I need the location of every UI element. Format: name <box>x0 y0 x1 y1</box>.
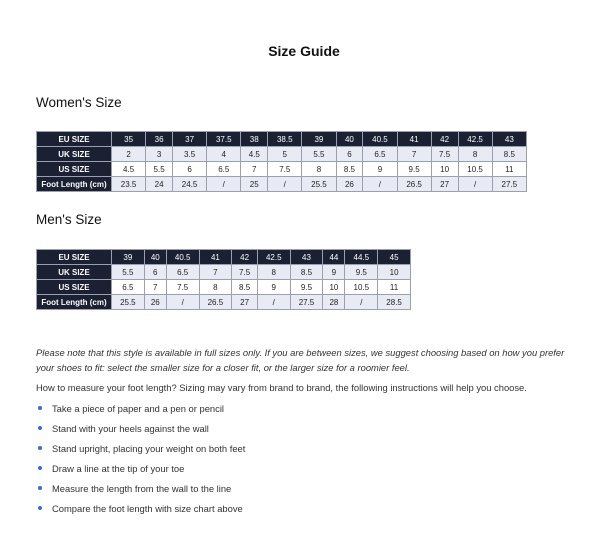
size-cell: 27.5 <box>290 295 323 310</box>
size-cell: / <box>166 295 199 310</box>
size-cell: 40.5 <box>363 132 397 147</box>
step-item <box>36 498 245 518</box>
size-cell: 10.5 <box>345 280 378 295</box>
row-label: UK SIZE <box>37 265 112 280</box>
size-row <box>37 177 527 192</box>
size-cell: 3 <box>146 147 173 162</box>
size-row <box>37 280 411 295</box>
size-cell: / <box>257 295 290 310</box>
size-cell: 40 <box>144 250 166 265</box>
size-row <box>37 132 527 147</box>
size-cell: 10.5 <box>458 162 492 177</box>
bullet-icon <box>38 406 42 410</box>
size-cell: / <box>458 177 492 192</box>
size-cell: 37 <box>172 132 206 147</box>
size-cell: 5.5 <box>112 265 145 280</box>
size-cell: 4 <box>207 147 241 162</box>
row-label: Foot Length (cm) <box>37 295 112 310</box>
size-cell: 24.5 <box>172 177 206 192</box>
step-text: Take a piece of paper and a pen or pencil <box>52 402 224 414</box>
size-cell: 26 <box>144 295 166 310</box>
size-cell: 8.5 <box>492 147 526 162</box>
size-cell: 40 <box>336 132 363 147</box>
size-cell: 7.5 <box>166 280 199 295</box>
size-cell: 9 <box>257 280 290 295</box>
size-cell: / <box>268 177 302 192</box>
size-cell: 8 <box>302 162 336 177</box>
row-label: UK SIZE <box>37 147 112 162</box>
size-cell: 9 <box>363 162 397 177</box>
size-cell: 6.5 <box>363 147 397 162</box>
size-cell: 44.5 <box>345 250 378 265</box>
size-cell: 11 <box>492 162 526 177</box>
step-item <box>36 418 245 438</box>
size-cell: 9.5 <box>397 162 431 177</box>
step-item <box>36 438 245 458</box>
size-cell: 45 <box>378 250 411 265</box>
size-cell: 41 <box>397 132 431 147</box>
row-label: US SIZE <box>37 162 112 177</box>
size-cell: 37.5 <box>207 132 241 147</box>
step-item <box>36 398 245 418</box>
row-label: EU SIZE <box>37 250 112 265</box>
size-cell: 9 <box>323 265 345 280</box>
size-cell: 3.5 <box>172 147 206 162</box>
size-cell: 43 <box>492 132 526 147</box>
size-cell: 42 <box>232 250 258 265</box>
mens-size-heading: Men's Size <box>36 212 102 227</box>
size-cell: 7 <box>397 147 431 162</box>
bullet-icon <box>38 426 42 430</box>
size-cell: 8.5 <box>290 265 323 280</box>
step-item <box>36 458 245 478</box>
size-row <box>37 265 411 280</box>
size-cell: 8 <box>458 147 492 162</box>
size-cell: 43 <box>290 250 323 265</box>
size-cell: 2 <box>112 147 146 162</box>
bullet-icon <box>38 506 42 510</box>
size-cell: 40.5 <box>166 250 199 265</box>
size-cell: 42.5 <box>458 132 492 147</box>
size-cell: 38 <box>241 132 268 147</box>
bullet-icon <box>38 466 42 470</box>
size-cell: 6 <box>172 162 206 177</box>
size-cell: 6 <box>336 147 363 162</box>
bullet-icon <box>38 446 42 450</box>
size-cell: 8.5 <box>336 162 363 177</box>
step-text: Stand with your heels against the wall <box>52 422 209 434</box>
size-cell: 6.5 <box>166 265 199 280</box>
row-label: EU SIZE <box>37 132 112 147</box>
size-cell: 26 <box>336 177 363 192</box>
size-cell: 10 <box>323 280 345 295</box>
size-cell: 7.5 <box>431 147 458 162</box>
size-cell: 25.5 <box>302 177 336 192</box>
row-label: Foot Length (cm) <box>37 177 112 192</box>
womens-size-heading: Women's Size <box>36 95 122 110</box>
row-label: US SIZE <box>37 280 112 295</box>
size-cell: 5.5 <box>302 147 336 162</box>
fit-note: Please note that this style is available in full sizes only. If you are between sizes, we suggest choosing based on how you prefer your shoes to fit: select the smaller size for a closer fit, or the larger size for a roomier feel. <box>36 347 565 373</box>
size-cell: / <box>345 295 378 310</box>
step-text: Draw a line at the tip of your toe <box>52 462 185 474</box>
size-cell: 8 <box>257 265 290 280</box>
bullet-icon <box>38 486 42 490</box>
size-cell: 23.5 <box>112 177 146 192</box>
size-cell: 9.5 <box>345 265 378 280</box>
step-text: Stand upright, placing your weight on both feet <box>52 442 246 454</box>
size-row <box>37 162 527 177</box>
step-text: Measure the length from the wall to the line <box>52 482 232 494</box>
size-cell: 6.5 <box>112 280 145 295</box>
size-cell: 42.5 <box>257 250 290 265</box>
size-cell: 6.5 <box>207 162 241 177</box>
size-row <box>37 147 527 162</box>
size-cell: 42 <box>431 132 458 147</box>
size-cell: 41 <box>199 250 232 265</box>
size-cell: 38.5 <box>268 132 302 147</box>
size-cell: 28 <box>323 295 345 310</box>
size-cell: 27.5 <box>492 177 526 192</box>
size-cell: 26.5 <box>199 295 232 310</box>
step-text: Compare the foot length with size chart above <box>52 502 243 514</box>
step-item <box>36 478 245 498</box>
size-cell: 26.5 <box>397 177 431 192</box>
size-cell: 7 <box>199 265 232 280</box>
size-cell: 28.5 <box>378 295 411 310</box>
size-cell: 39 <box>112 250 145 265</box>
size-cell: 5.5 <box>146 162 173 177</box>
size-row <box>37 295 411 310</box>
size-row <box>37 250 411 265</box>
size-cell: 39 <box>302 132 336 147</box>
size-cell: 7.5 <box>268 162 302 177</box>
size-cell: 8.5 <box>232 280 258 295</box>
size-cell: 24 <box>146 177 173 192</box>
size-cell: 36 <box>146 132 173 147</box>
size-cell: 4.5 <box>112 162 146 177</box>
size-cell: 10 <box>431 162 458 177</box>
measure-steps-list <box>36 398 245 518</box>
size-cell: 27 <box>232 295 258 310</box>
size-cell: 7 <box>144 280 166 295</box>
size-cell: / <box>363 177 397 192</box>
page-title: Size Guide <box>268 43 340 59</box>
size-cell: 25.5 <box>112 295 145 310</box>
size-cell: 5 <box>268 147 302 162</box>
size-cell: 8 <box>199 280 232 295</box>
measure-instructions-intro: How to measure your foot length? Sizing may vary from brand to brand, the following instructions will help you choose. <box>36 382 527 393</box>
size-cell: 6 <box>144 265 166 280</box>
size-cell: 10 <box>378 265 411 280</box>
size-cell: 11 <box>378 280 411 295</box>
size-cell: 44 <box>323 250 345 265</box>
mens-size-table <box>36 249 411 310</box>
womens-size-table <box>36 131 527 192</box>
size-cell: 7.5 <box>232 265 258 280</box>
size-cell: 9.5 <box>290 280 323 295</box>
size-cell: 27 <box>431 177 458 192</box>
size-cell: 25 <box>241 177 268 192</box>
size-cell: / <box>207 177 241 192</box>
size-cell: 35 <box>112 132 146 147</box>
size-cell: 4.5 <box>241 147 268 162</box>
size-cell: 7 <box>241 162 268 177</box>
